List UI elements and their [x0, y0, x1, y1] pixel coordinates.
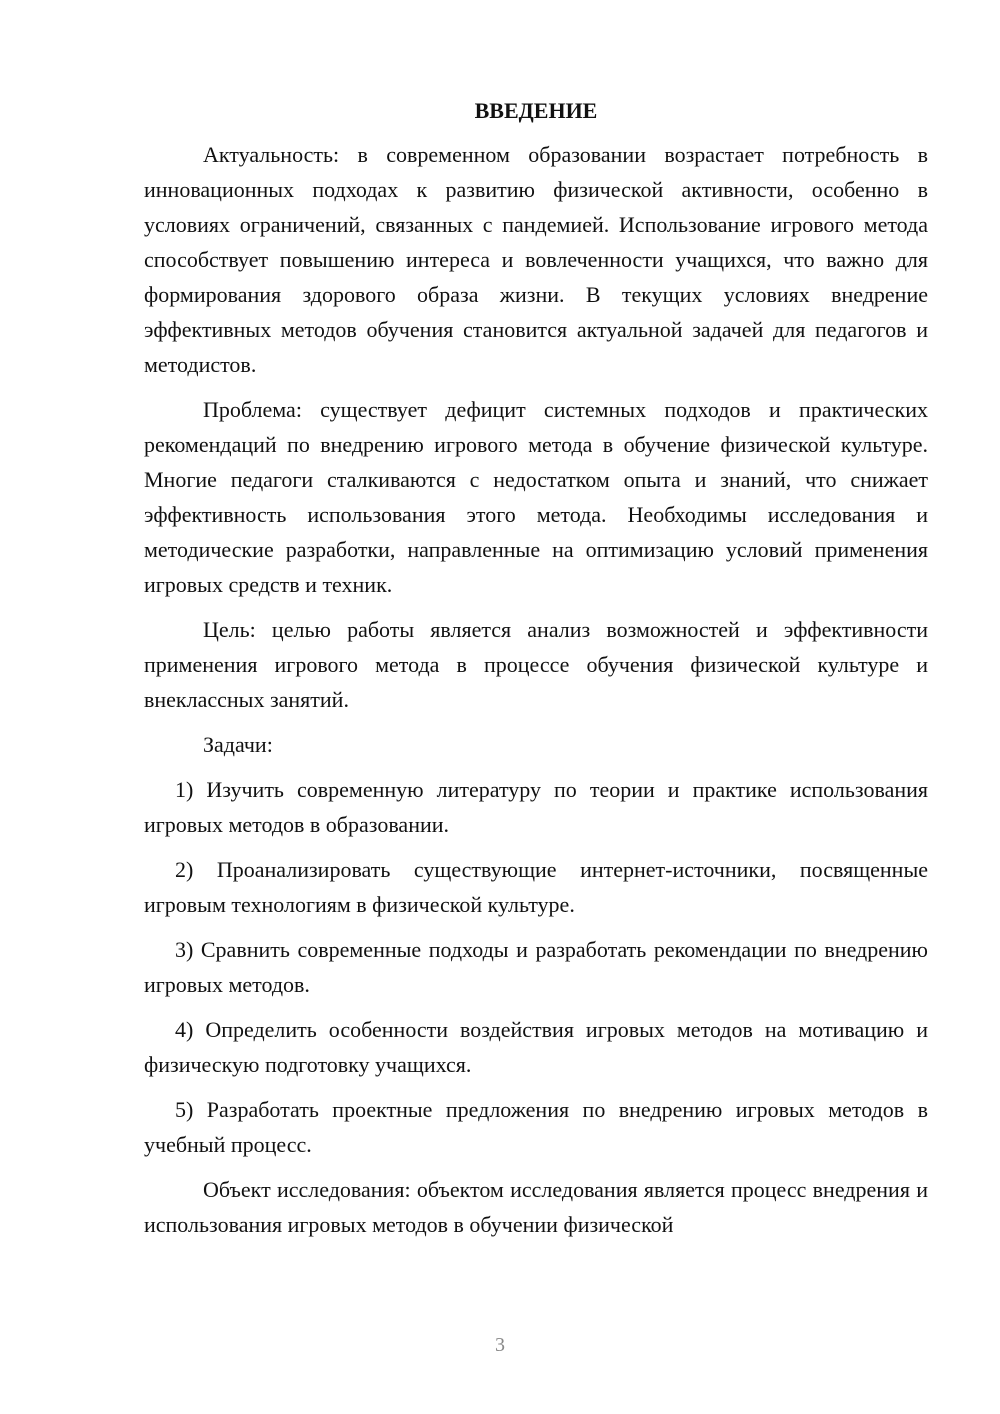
- page-number: 3: [495, 1334, 505, 1356]
- task-item: 4) Определить особенности воздействия игровых методов на мотивацию и физическую подготовку учащихся.: [144, 1017, 928, 1077]
- paragraph-object: Объект исследования: объектом исследования является процесс внедрения и использования игровых методов в обучении физической: [144, 1177, 928, 1237]
- paragraph-relevance: Актуальность: в современном образовании возрастает потребность в инновационных подходах к развитию физической активности, особенно в условиях ограничений, связанных с пандемией. Использование игрового метода способствует повышению интереса и вовлеченности учащихся, что важно для формирования здорового образа жизни. В текущих условиях внедрение эффективных методов обучения становится актуальной задачей для педагогов и методистов.: [144, 142, 928, 377]
- section-title: ВВЕДЕНИЕ: [474, 98, 598, 123]
- task-item: 3) Сравнить современные подходы и разработать рекомендации по внедрению игровых методов.: [144, 937, 928, 997]
- tasks-heading: Задачи:: [203, 732, 273, 757]
- page-content: [144, 96, 928, 1252]
- paragraph-goal: Цель: целью работы является анализ возможностей и эффективности применения игрового метода в процессе обучения физической культуре и внеклассных занятий.: [144, 617, 928, 712]
- paragraph-problem: Проблема: существует дефицит системных подходов и практических рекомендаций по внедрению игрового метода в обучение физической культуре. Многие педагоги сталкиваются с недостатком опыта и знаний, что снижает эффективность использования этого метода. Необходимы исследования и методические разработки, направленные на оптимизацию условий применения игровых средств и техник.: [144, 397, 928, 597]
- task-item: 2) Проанализировать существующие интернет-источники, посвященные игровым технологиям в физической культуре.: [144, 857, 928, 917]
- task-item: 1) Изучить современную литературу по теории и практике использования игровых методов в образовании.: [144, 777, 928, 837]
- task-item: 5) Разработать проектные предложения по внедрению игровых методов в учебный процесс.: [144, 1097, 928, 1157]
